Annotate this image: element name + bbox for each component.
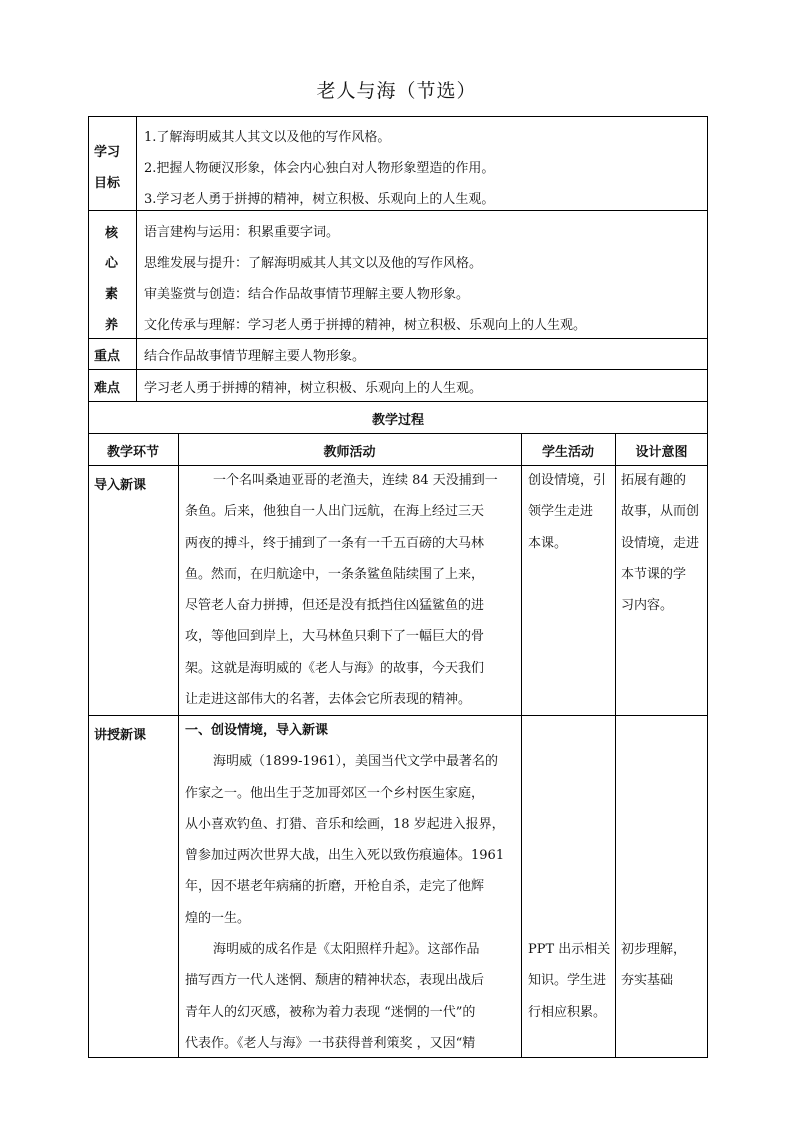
paragraph-line: 设情境，走进 xyxy=(621,535,700,551)
key-point-text: 结合作品故事情节理解主要人物形象。 xyxy=(144,349,366,364)
literacy-label: 养 xyxy=(105,318,119,333)
row-divider xyxy=(88,369,708,370)
teacher-activity xyxy=(185,715,505,1059)
paragraph-line: 行相应积累。 xyxy=(528,1004,607,1020)
paragraph-line: 作家之一。他出生于芝加哥郊区一个乡村医生家庭， xyxy=(185,785,485,801)
paragraph-line: 领学生走进 xyxy=(528,504,594,520)
paragraph-line: PPT 出示相关 xyxy=(528,942,611,957)
stage-label: 导入新课 xyxy=(94,478,147,493)
paragraph-line: 拓展有趣的 xyxy=(621,473,687,488)
teacher-activity xyxy=(185,465,498,715)
paragraph-line: 煌的一生。 xyxy=(185,910,251,926)
column-header-student: 学生活动 xyxy=(541,445,594,460)
paragraph-line: 本节课的学 xyxy=(621,566,687,582)
row-divider xyxy=(88,210,708,211)
paragraph-line: 两夜的搏斗，终于捕到了一条有一千五百磅的大马林 xyxy=(185,535,485,551)
objective-item: 3.学习老人勇于拼搏的精神，树立积极、乐观向上的人生观。 xyxy=(144,192,495,207)
paragraph-line: 初步理解， xyxy=(621,942,687,957)
objectives-label: 学习 xyxy=(94,145,121,160)
paragraph-line: 夯实基础 xyxy=(621,973,674,989)
design-intent xyxy=(621,934,686,997)
paragraph-line: 描写西方一代人迷惘、颓唐的精神状态，表现出战后 xyxy=(185,973,485,989)
paragraph-line: 青年人的幻灭感，被称为着力表现 “迷惘的一代”的 xyxy=(185,1004,476,1020)
col-divider xyxy=(615,433,616,1058)
student-activity xyxy=(528,465,606,559)
column-header-teacher: 教师活动 xyxy=(323,445,376,460)
page-title: 老人与海（节选） xyxy=(316,80,477,102)
paragraph-line: 从小喜欢钓鱼、打猎、音乐和绘画，18 岁起进入报界， xyxy=(185,816,505,832)
paragraph-line: 本课。 xyxy=(528,535,568,551)
col-divider xyxy=(178,433,179,1058)
difficulty-text: 学习老人勇于拼搏的精神，树立积极、乐观向上的人生观。 xyxy=(144,381,483,396)
paragraph-line: 架。这就是海明威的《老人与海》的故事，今天我们 xyxy=(185,660,485,676)
paragraph-line: 海明威（1899-1961），美国当代文学中最著名的 xyxy=(213,754,499,770)
stage-label: 讲授新课 xyxy=(94,728,147,743)
section-heading: 一、创设情境，导入新课 xyxy=(185,723,329,738)
key-point-label: 重点 xyxy=(94,349,121,364)
row-divider xyxy=(88,401,708,402)
design-intent xyxy=(621,465,699,621)
col-divider xyxy=(136,116,137,401)
paragraph-line: 年，因不堪老年病痛的折磨，开枪自杀，走完了他辉 xyxy=(185,879,485,895)
literacy-label: 素 xyxy=(105,287,119,302)
literacy-item: 文化传承与理解：学习老人勇于拼搏的精神，树立积极、乐观向上的人生观。 xyxy=(144,318,587,333)
process-heading: 教学过程 xyxy=(371,413,424,428)
column-header-stage: 教学环节 xyxy=(106,445,159,460)
objective-item: 2.把握人物硬汉形象，体会内心独白对人物形象塑造的作用。 xyxy=(144,161,495,176)
literacy-label: 核 xyxy=(105,226,119,241)
literacy-item: 语言建构与运用：积累重要字词。 xyxy=(144,225,340,240)
literacy-label: 心 xyxy=(105,256,119,271)
paragraph-line: 一个名叫桑迪亚哥的老渔夫，连续 84 天没捕到一 xyxy=(213,473,498,488)
objectives-label: 目标 xyxy=(94,176,121,191)
paragraph-line: 海明威的成名作是《太阳照样升起》。这部作品 xyxy=(213,942,480,958)
paragraph-line: 习内容。 xyxy=(621,598,674,614)
paragraph-line: 条鱼。后来，他独自一人出门远航，在海上经过三天 xyxy=(185,504,485,520)
paragraph-line: 故事，从而创 xyxy=(621,504,700,520)
literacy-item: 思维发展与提升：了解海明威其人其文以及他的写作风格。 xyxy=(144,256,483,271)
paragraph-line: 代表作。《老人与海》一书获得普利策奖 ，又因“精 xyxy=(185,1035,476,1051)
difficulty-label: 难点 xyxy=(94,381,121,396)
col-divider xyxy=(521,433,522,1058)
paragraph-line: 让走进这部伟大的名著，去体会它所表现的精神。 xyxy=(185,692,472,708)
paragraph-line: 创设情境，引 xyxy=(528,473,607,488)
paragraph-line: 尽管老人奋力拼搏，但还是没有抵挡住凶猛鲨鱼的进 xyxy=(185,598,485,614)
paragraph-line: 曾参加过两次世界大战，出生入死以致伤痕遍体。1961 xyxy=(185,848,505,864)
paragraph-line: 知识。学生进 xyxy=(528,973,607,989)
student-activity xyxy=(528,934,610,1028)
paragraph-line: 攻，等他回到岸上，大马林鱼只剩下了一幅巨大的骨 xyxy=(185,629,485,645)
row-divider xyxy=(88,338,708,339)
column-header-intent: 设计意图 xyxy=(635,445,688,460)
paragraph-line: 鱼。然而，在归航途中，一条条鲨鱼陆续围了上来， xyxy=(185,566,485,582)
literacy-item: 审美鉴赏与创造：结合作品故事情节理解主要人物形象。 xyxy=(144,287,470,302)
objective-item: 1.了解海明威其人其文以及他的写作风格。 xyxy=(144,130,391,145)
